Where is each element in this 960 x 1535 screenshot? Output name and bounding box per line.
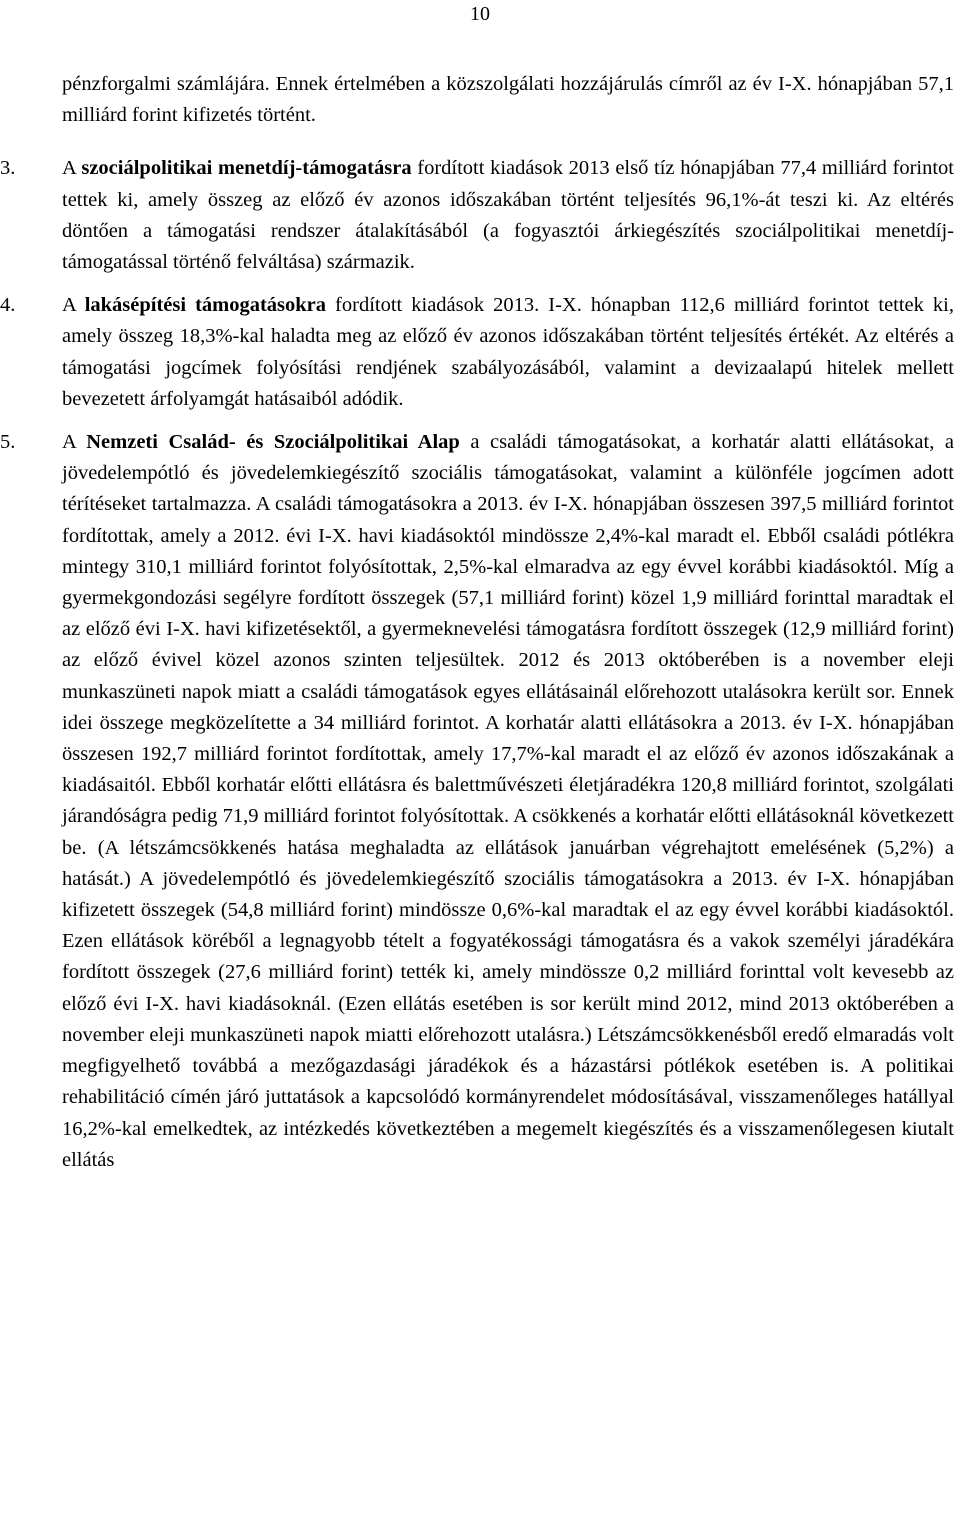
list-item-5 — [0, 427, 954, 1176]
item-number: 5. — [0, 431, 16, 454]
item-text: fordított kiadások 2013. I-X. hónapban 112,6 milliárd forintot tettek ki, amely összeg 18,3%-kal haladta meg az előző év azonos időszakában történt teljesítés értékét. Az eltérés a támogatási jogcímek folyósítási rendjének szabályozásából, valamint a devizaalapú hitelek mellett bevezetett árfolyamgát hatásaiból adódik. — [62, 294, 954, 410]
item-text: fordított kiadások 2013 első tíz hónapjában 77,4 milliárd forintot tettek ki, amely összeg az előző év azonos időszakában történt teljesítés 96,1%-át teszi ki. Az eltérés döntően a támogatási rendszer átalakításából (a fogyasztói árkiegészítés szociálpolitikai menetdíj-támogatással történő felváltása) származik. — [62, 157, 954, 274]
item-number: 4. — [0, 294, 16, 317]
item-number: 3. — [0, 157, 16, 180]
item-lead: A — [62, 431, 87, 454]
item-bold-term: Nemzeti Család- és Szociálpolitikai Alap — [86, 431, 460, 454]
item-text: a családi támogatásokat, a korhatár alatti ellátásokat, a jövedelempótló és jövedelemkiegészítő szociális támogatásokat, valamint a különféle jogcímen adott térítéseket tartalmazza. A családi támogatásokra a 2013. év I-X. hónapjában összesen 397,5 milliárd forintot fordítottak, amely a 2012. évi I-X. havi kiadásoktól mindössze 2,4%-kal maradt el. Ebből családi pótlékra mintegy 310,1 milliárd forintot folyósítottak, 2,5%-kal elmaradva az egy évvel korábbi kiadásoktól. Míg a gyermekgondozási segélyre fordított összegek (57,1 milliárd forint) közel 1,9 milliárd forinttal maradtak el az előző évi I-X. havi kifizetésektől, a gyermeknevelési támogatásra fordított összegek (12,9 milliárd forint) az előző évivel közel azonos szinten teljesültek. 2012 és 2013 októberében is a november eleji munkaszüneti napok miatt a családi támogatások egyes ellátásainál előrehozott utalásokra került sor. Ennek idei összege megközelítette a 34 milliárd forintot. A korhatár alatti ellátásokra a 2013. év I-X. hónapjában összesen 192,7 milliárd forintot fordítottak, amely 17,7%-kal maradt el az előző év azonos időszakának a kiadásaitól. Ebből korhatár előtti ellátásra és balettművészeti életjáradékra 120,8 milliárd forintot, szolgálati járandóságra pedig 71,9 milliárd forintot folyósítottak. A csökkenés a korhatár előtti ellátásoknál következett be. (A létszámcsökkenés hatása meghaladta az ellátások januárban végrehajtott emelésének (5,2%) a hatását.) A jövedelempótló és jövedelemkiegészítő szociális támogatásokra a 2013. év I-X. hónapjában kifizetett összegek (54,8 milliárd forint) mindössze 0,6%-kal maradtak el az egy évvel korábbi kiadásoktól. Ezen ellátások köréből a legnagyobb tételt a fogyatékossági támogatásra és a vakok személyi járadékára fordított összegek (27,6 milliárd forint) tették ki, amely mindössze 0,2 milliárd forinttal volt kevesebb az előző évi I-X. havi kiadásoknál. (Ezen ellátás esetében is sor került mind 2012, mind 2013 októberében a november eleji munkaszüneti napok miatti előrehozott utalásra.) Létszámcsökkenésből eredő elmaradás volt megfigyelhető továbbá a mezőgazdasági járadékok és a házastársi pótlékok esetében is. A politikai rehabilitáció címén járó juttatások a kapcsolódó kormányrendelet módosításával, visszamenőleges hatállyal 16,2%-kal emelkedtek, az intézkedés következtében a megemelt kiegészítés és a visszamenőlegesen kiutalt ellátás — [62, 431, 954, 1171]
list-item-3 — [0, 153, 954, 278]
document-body — [0, 69, 954, 1176]
item-bold-term: lakásépítési támogatásokra — [84, 294, 327, 317]
item-lead: A — [62, 157, 82, 180]
intro-paragraph: pénzforgalmi számlájára. Ennek értelmében a közszolgálati hozzájárulás címről az év I-X. hónapjában 57,1 milliárd forint kifizetés történt. — [62, 73, 954, 127]
item-bold-term: szociálpolitikai menetdíj-támogatásra — [81, 157, 412, 180]
page-number: 10 — [470, 3, 490, 25]
list-item-4 — [0, 290, 954, 415]
item-lead: A — [62, 294, 85, 317]
